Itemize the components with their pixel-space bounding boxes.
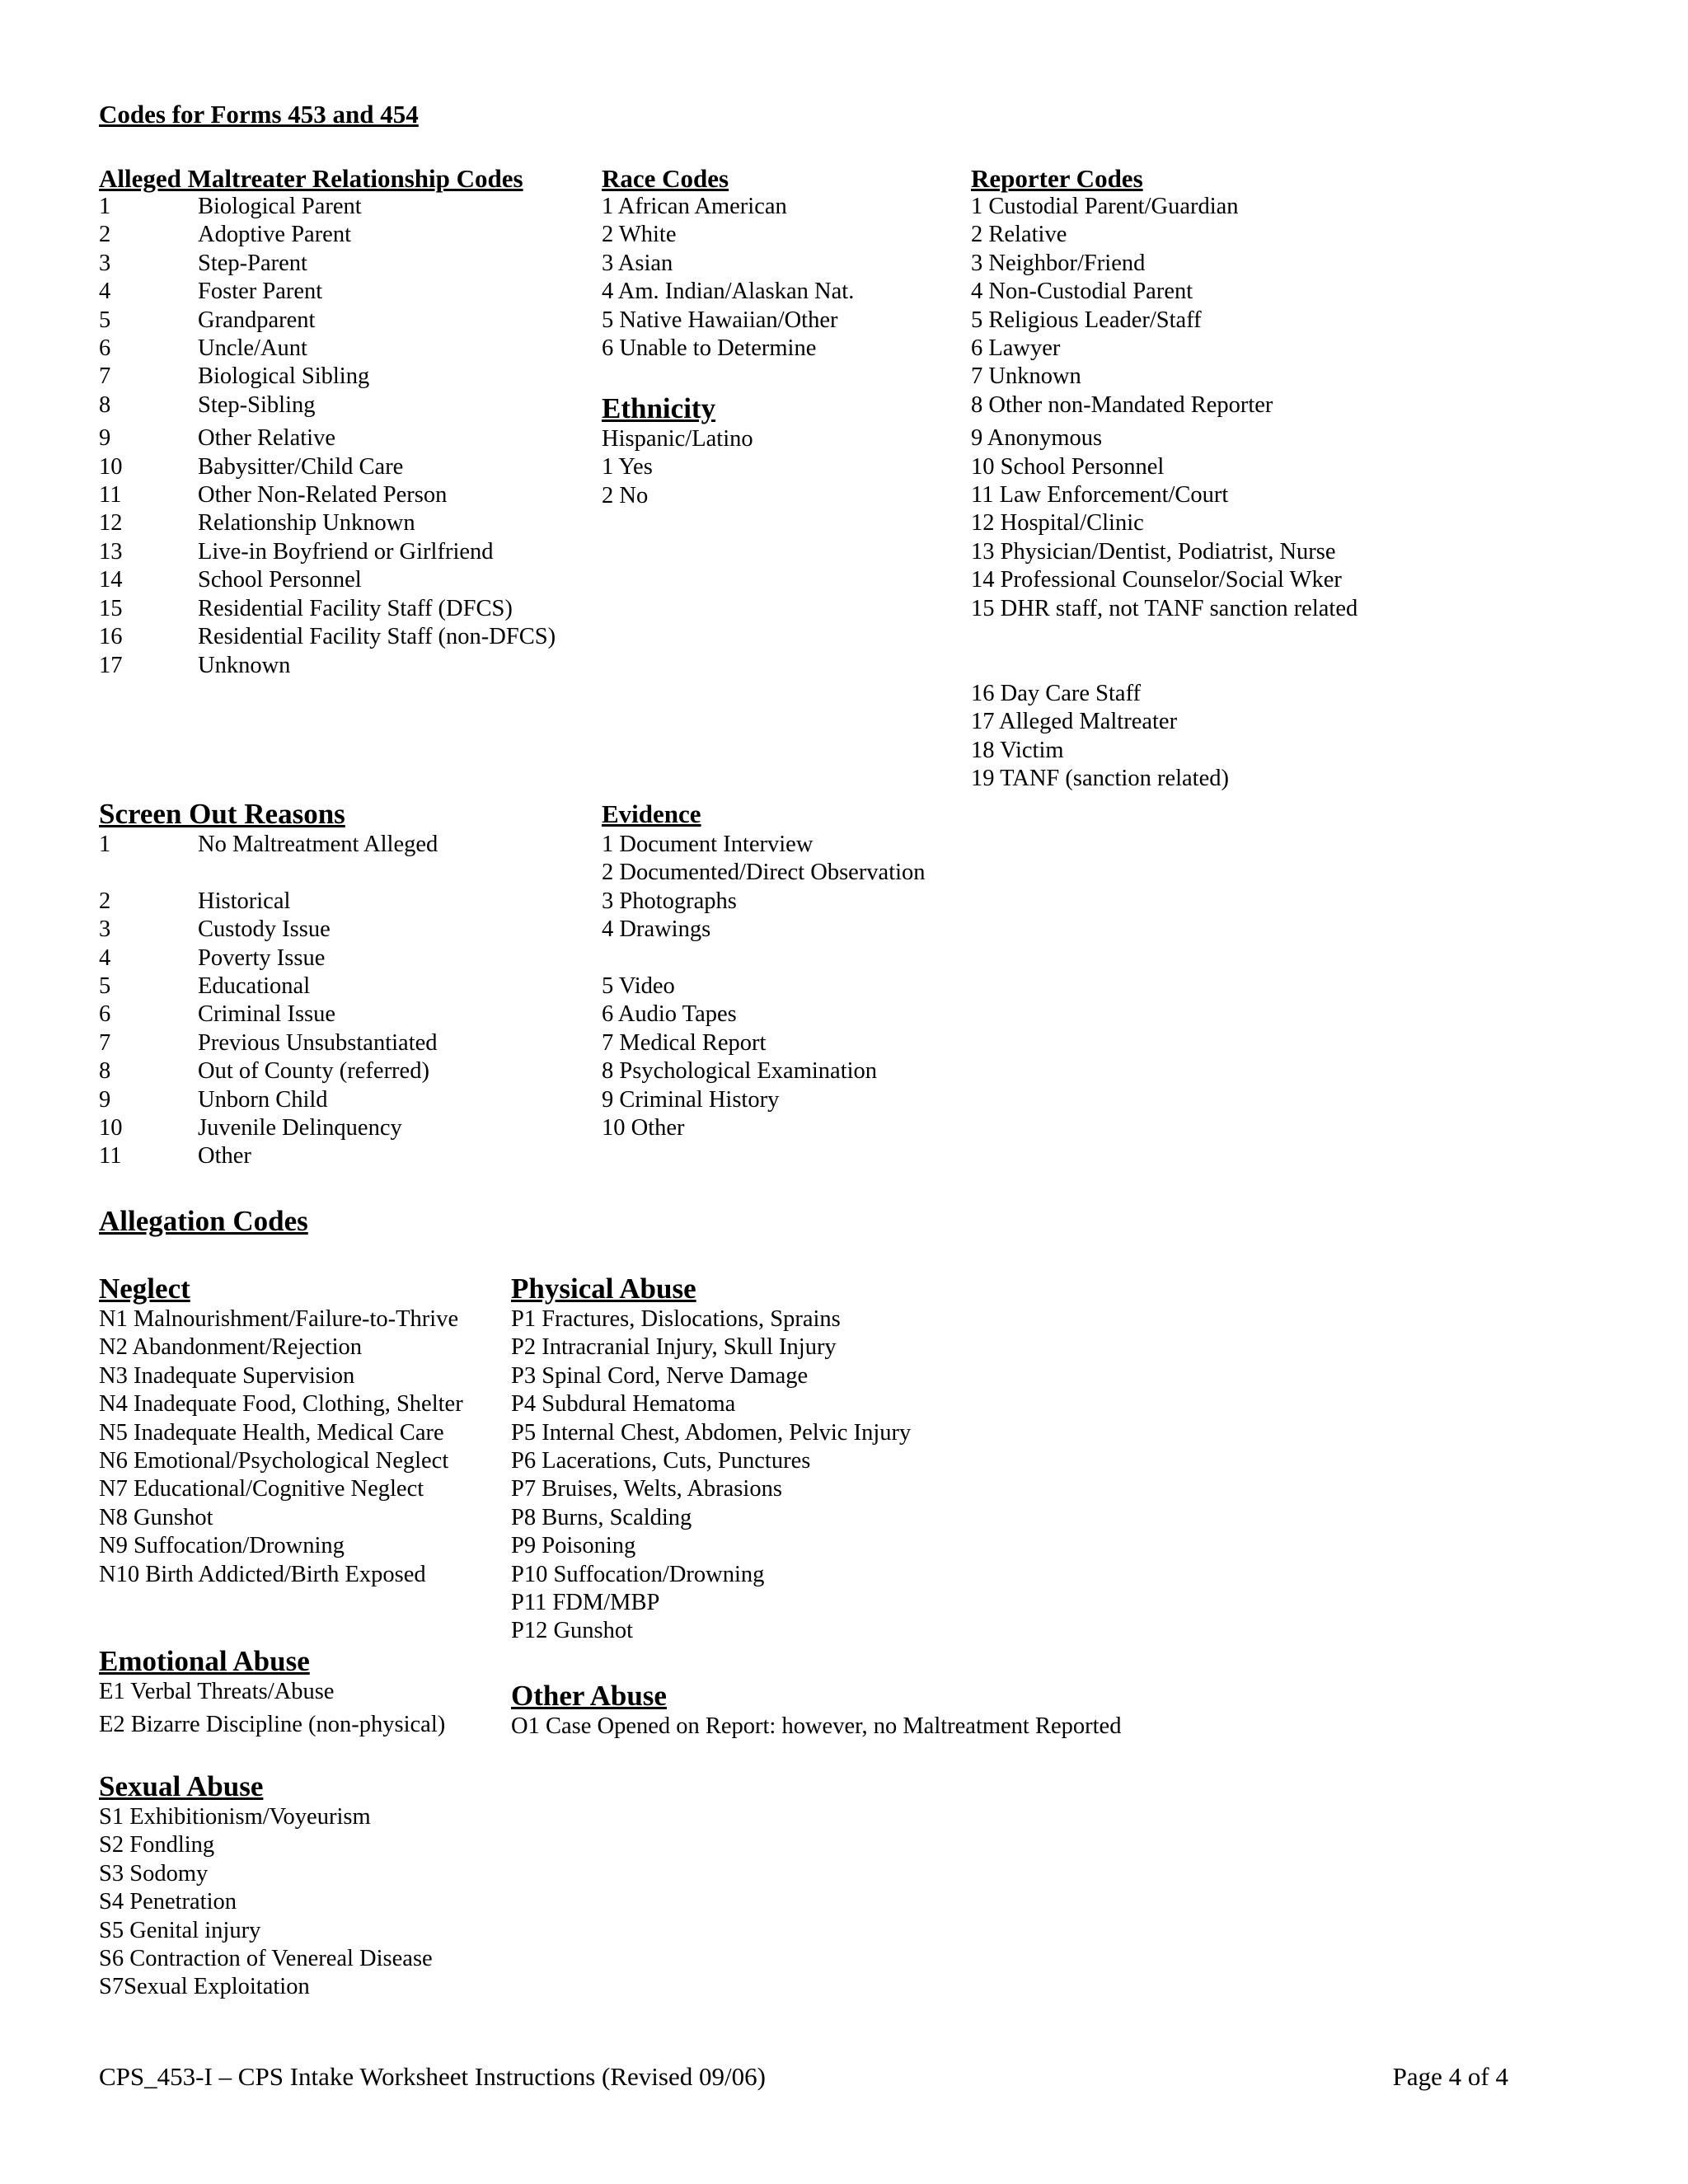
list-item: O1 Case Opened on Report: however, no Maltreatment Reported (511, 1713, 1122, 1739)
list-item: 9 Unborn Child (99, 1086, 328, 1113)
list-item: 17 Alleged Maltreater (971, 709, 1178, 735)
sexual-section (99, 1770, 433, 2002)
list-item: 1 No Maltreatment Alleged (99, 832, 438, 857)
relationship-heading: Alleged Maltreater Relationship Codes (99, 164, 523, 193)
list-item: 14 Professional Counselor/Social Wker (971, 567, 1342, 593)
relationship-section (99, 165, 560, 680)
list-item: 11 Other Non-Related Person (99, 482, 448, 509)
list-item: 4 Foster Parent (99, 279, 323, 305)
list-item: 1 Custodial Parent/Guardian (971, 194, 1239, 219)
list-item: S1 Exhibitionism/Voyeurism (99, 1804, 371, 1830)
spacer (602, 944, 926, 972)
other-heading: Other Abuse (511, 1680, 667, 1712)
list-item: 2 Historical (99, 888, 291, 914)
list-item: 6 Lawyer (971, 335, 1061, 362)
list-item: 10 Juvenile Delinquency (99, 1115, 402, 1141)
list-item: 4 Non-Custodial Parent (971, 279, 1193, 305)
race-heading: Race Codes (602, 164, 729, 193)
list-item: 7 Medical Report (602, 1029, 767, 1056)
evidence-heading: Evidence (602, 799, 701, 828)
list-item: N8 Gunshot (99, 1504, 213, 1530)
physical-heading: Physical Abuse (511, 1272, 696, 1305)
list-item: 5 Educational (99, 973, 311, 1000)
list-item: 8 Step-Sibling (99, 391, 316, 418)
list-item: 3 Photographs (602, 888, 737, 914)
list-item: P3 Spinal Cord, Nerve Damage (511, 1362, 809, 1389)
list-item: 16 Residential Facility Staff (non-DFCS) (99, 624, 556, 650)
list-item: 2 Documented/Direct Observation (602, 860, 926, 886)
list-item: 10 Other (602, 1115, 685, 1141)
other-list (511, 1713, 1121, 1741)
list-item: 1 Biological Parent (99, 194, 362, 219)
list-item: N10 Birth Addicted/Birth Exposed (99, 1561, 426, 1587)
list-item: P12 Gunshot (511, 1618, 634, 1644)
list-item: 17 Unknown (99, 652, 291, 678)
list-item: S2 Fondling (99, 1832, 215, 1858)
list-item: 13 Physician/Dentist, Podiatrist, Nurse (971, 538, 1336, 565)
list-item: 2 Adoptive Parent (99, 222, 352, 248)
list-item: 6 Criminal Issue (99, 1001, 336, 1028)
emotional-list (99, 1678, 445, 1740)
list-item: N5 Inadequate Health, Medical Care (99, 1419, 444, 1446)
list-item: 15 DHR staff, not TANF sanction related (971, 595, 1358, 621)
screen-out-heading: Screen Out Reasons (99, 798, 345, 830)
list-item: 6 Unable to Determine (602, 335, 817, 362)
list-item: P2 Intracranial Injury, Skull Injury (511, 1334, 837, 1361)
list-item: 2 Relative (971, 222, 1067, 248)
footer-page-number: Page 4 of 4 (1392, 2062, 1508, 2091)
list-item: 4 Am. Indian/Alaskan Nat. (602, 279, 855, 305)
list-item: 12 Relationship Unknown (99, 510, 415, 537)
list-item: 6 Audio Tapes (602, 1001, 737, 1028)
physical-list (511, 1305, 911, 1646)
list-item: N4 Inadequate Food, Clothing, Shelter (99, 1391, 463, 1418)
list-item: 5 Native Hawaiian/Other (602, 307, 838, 333)
list-item: 9 Anonymous (971, 425, 1103, 452)
list-item: 16 Day Care Staff (971, 680, 1142, 706)
list-item: 11 Other (99, 1143, 251, 1169)
spacer (971, 651, 1357, 679)
list-item: 10 Babysitter/Child Care (99, 453, 404, 480)
list-item: N6 Emotional/Psychological Neglect (99, 1448, 449, 1474)
neglect-section (99, 1272, 463, 1589)
list-item: 15 Residential Facility Staff (DFCS) (99, 595, 513, 621)
list-item: 18 Victim (971, 737, 1064, 763)
list-item: P6 Lacerations, Cuts, Punctures (511, 1448, 811, 1474)
list-item: N9 Suffocation/Drowning (99, 1533, 345, 1559)
list-item: 11 Law Enforcement/Court (971, 482, 1229, 509)
spacer (971, 623, 1357, 651)
list-item: P8 Burns, Scalding (511, 1504, 692, 1530)
list-item: 5 Religious Leader/Staff (971, 307, 1202, 333)
relationship-list (99, 193, 560, 680)
sexual-heading: Sexual Abuse (99, 1770, 264, 1802)
list-item: 4 Poverty Issue (99, 944, 326, 971)
screen-out-section (99, 798, 560, 1171)
list-item: 2 No (602, 482, 649, 509)
ethnicity-heading: Ethnicity (602, 392, 716, 424)
neglect-list (99, 1305, 463, 1589)
page-title: Codes for Forms 453 and 454 (99, 100, 419, 129)
list-item: N3 Inadequate Supervision (99, 1362, 355, 1389)
list-item: P11 FDM/MBP (511, 1590, 660, 1616)
race-section (602, 165, 854, 363)
list-item: S7Sexual Exploitation (99, 1974, 310, 2000)
physical-section (511, 1272, 911, 1646)
list-item: 4 Drawings (602, 916, 711, 943)
list-item: 8 Out of County (referred) (99, 1058, 429, 1085)
list-item: N7 Educational/Cognitive Neglect (99, 1476, 424, 1502)
list-item: P5 Internal Chest, Abdomen, Pelvic Injury (511, 1419, 912, 1446)
list-item: 19 TANF (sanction related) (971, 766, 1229, 792)
list-item: 5 Video (602, 973, 675, 1000)
ethnicity-section (602, 392, 753, 510)
list-item: 12 Hospital/Clinic (971, 510, 1144, 537)
list-item: 1 Document Interview (602, 832, 814, 857)
neglect-heading: Neglect (99, 1272, 190, 1305)
list-item: 7 Biological Sibling (99, 363, 370, 390)
list-item: 1 Yes (602, 454, 653, 480)
list-item: S5 Genital injury (99, 1917, 261, 1943)
list-item: S6 Contraction of Venereal Disease (99, 1946, 433, 1972)
list-item: 8 Psychological Examination (602, 1058, 878, 1085)
list-item: 6 Uncle/Aunt (99, 335, 307, 362)
ethnicity-list (602, 425, 753, 510)
reporter-heading: Reporter Codes (971, 164, 1143, 193)
list-item: 1 African American (602, 194, 787, 219)
list-item: 9 Criminal History (602, 1086, 780, 1113)
list-item: N2 Abandonment/Rejection (99, 1334, 362, 1361)
list-item: 7 Unknown (971, 363, 1081, 390)
list-item: 5 Grandparent (99, 307, 316, 333)
sexual-list (99, 1803, 433, 2002)
list-item: E1 Verbal Threats/Abuse (99, 1679, 335, 1704)
list-item: 8 Other non-Mandated Reporter (971, 391, 1273, 418)
list-item: P7 Bruises, Welts, Abrasions (511, 1476, 782, 1502)
list-item: E2 Bizarre Discipline (non-physical) (99, 1712, 446, 1738)
race-list (602, 193, 854, 363)
emotional-heading: Emotional Abuse (99, 1645, 310, 1677)
list-item: 9 Other Relative (99, 425, 335, 452)
list-item: P9 Poisoning (511, 1533, 636, 1559)
footer-document-title: CPS_453-I – CPS Intake Worksheet Instructions (Revised 09/06) (99, 2062, 766, 2091)
list-item: P1 Fractures, Dislocations, Sprains (511, 1306, 841, 1332)
reporter-section (971, 165, 1357, 794)
list-item: S3 Sodomy (99, 1860, 209, 1886)
list-item: N1 Malnourishment/Failure-to-Thrive (99, 1306, 459, 1332)
screen-out-list (99, 831, 560, 1171)
list-item: 3 Neighbor/Friend (971, 250, 1146, 276)
list-item: Hispanic/Latino (602, 426, 753, 452)
list-item: 2 White (602, 222, 677, 248)
list-item: 3 Custody Issue (99, 916, 331, 943)
spacer (99, 859, 560, 887)
evidence-section (602, 798, 926, 1142)
list-item: 7 Previous Unsubstantiated (99, 1029, 438, 1056)
list-item: P10 Suffocation/Drowning (511, 1561, 765, 1587)
list-item: 3 Asian (602, 250, 673, 276)
emotional-section (99, 1645, 445, 1740)
other-section (511, 1680, 1121, 1741)
list-item: S4 Penetration (99, 1889, 237, 1915)
list-item: 10 School Personnel (971, 453, 1165, 480)
reporter-list (971, 193, 1357, 794)
list-item: 13 Live-in Boyfriend or Girlfriend (99, 538, 494, 565)
list-item: 3 Step-Parent (99, 250, 307, 276)
list-item: P4 Subdural Hematoma (511, 1391, 736, 1418)
allegation-heading: Allegation Codes (99, 1205, 308, 1237)
list-item: 14 School Personnel (99, 567, 362, 593)
page-footer (99, 2062, 1508, 2092)
evidence-list (602, 831, 926, 1142)
